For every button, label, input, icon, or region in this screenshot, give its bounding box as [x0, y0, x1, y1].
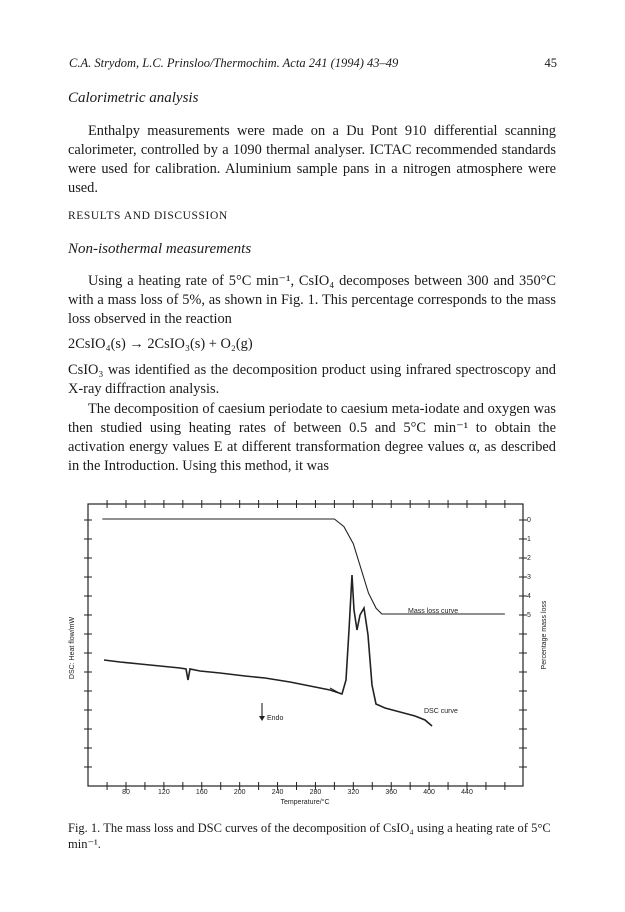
figure-caption: Fig. 1. The mass loss and DSC curves of the decomposition of CsIO₄ using a heating rate of 5°C min⁻¹.: [68, 821, 551, 851]
x-tick-label: 440: [461, 789, 473, 796]
results-para3: The decomposition of caesium periodate to caesium meta-iodate and oxygen was then studied using heating rates of between 0.5 and 5°C min⁻¹ to obtain the activation energy values E at different transformation degree values α, as described in the Introduction. Using this method, it was: [68, 401, 556, 474]
citation: C.A. Strydom, L.C. Prinsloo/Thermochim. Acta 241 (1994) 43–49: [69, 56, 399, 70]
right-tick-label: 0: [527, 517, 531, 524]
endo-label: Endo: [267, 715, 284, 722]
endo-arrowhead-icon: [259, 716, 265, 721]
section-title-calorimetric: Calorimetric analysis: [68, 90, 199, 106]
x-tick-label: 120: [158, 789, 170, 796]
x-tick-label: 80: [122, 789, 130, 796]
right-tick-label: 4: [527, 593, 531, 600]
mass-loss-curve-label: Mass loss curve: [408, 608, 459, 615]
x-tick-label: 360: [385, 789, 398, 796]
right-tick-label: 3: [527, 574, 531, 581]
running-header: [69, 56, 557, 71]
x-tick-label: 200: [233, 789, 246, 796]
x-tick-label: 240: [271, 789, 284, 796]
right-axis-title: Percentage mass loss: [541, 600, 548, 670]
x-tick-labels: [122, 789, 473, 796]
dsc-curve-label: DSC curve: [424, 708, 458, 715]
results-paragraph-3: [68, 400, 556, 476]
left-axis-title: DSC: Heat flow/mW: [69, 616, 76, 680]
page-number: 45: [544, 56, 557, 70]
mass-loss-curve: [102, 519, 505, 614]
x-tick-label: 280: [309, 789, 322, 796]
dsc-curve: [104, 575, 432, 726]
x-tick-label: 400: [423, 789, 435, 796]
calorimetric-body: Enthalpy measurements were made on a Du Pont 910 differential scanning calorimeter, controlled by a 1090 thermal analyser. ICTAC recommended standards were used for calibration. Aluminium sample pans in a nitrogen atmosphere were used.: [68, 123, 556, 196]
plot-frame: [88, 504, 523, 786]
subheading-non-isothermal: Non-isothermal measurements: [68, 241, 252, 257]
results-paragraph-2: [68, 361, 556, 399]
right-tick-label: 1: [527, 536, 531, 543]
figure-1-chart: [0, 490, 625, 820]
results-paragraph-1: [68, 272, 556, 329]
axis-ticks: [84, 500, 527, 790]
right-tick-label: 2: [527, 555, 531, 562]
x-tick-label: 320: [347, 789, 360, 796]
results-para2: CsIO₃ was identified as the decomposition product using infrared spectroscopy and X-ray diffraction analysis.: [68, 362, 556, 397]
results-para1: Using a heating rate of 5°C min⁻¹, CsIO₄ decomposes between 300 and 350°C with a mass loss of 5%, as shown in Fig. 1. This percentage corresponds to the mass loss observed in the reaction: [68, 273, 556, 327]
right-tick-label: 5: [527, 612, 531, 619]
x-tick-label: 160: [195, 789, 208, 796]
calorimetric-paragraph: [68, 122, 556, 198]
right-tick-labels: [527, 517, 531, 619]
reaction-equation: 2CsIO₄(s) → 2CsIO₃(s) + O₂(g): [68, 336, 253, 352]
results-heading: RESULTS AND DISCUSSION: [68, 210, 228, 222]
x-axis-title: Temperature/°C: [280, 799, 330, 806]
